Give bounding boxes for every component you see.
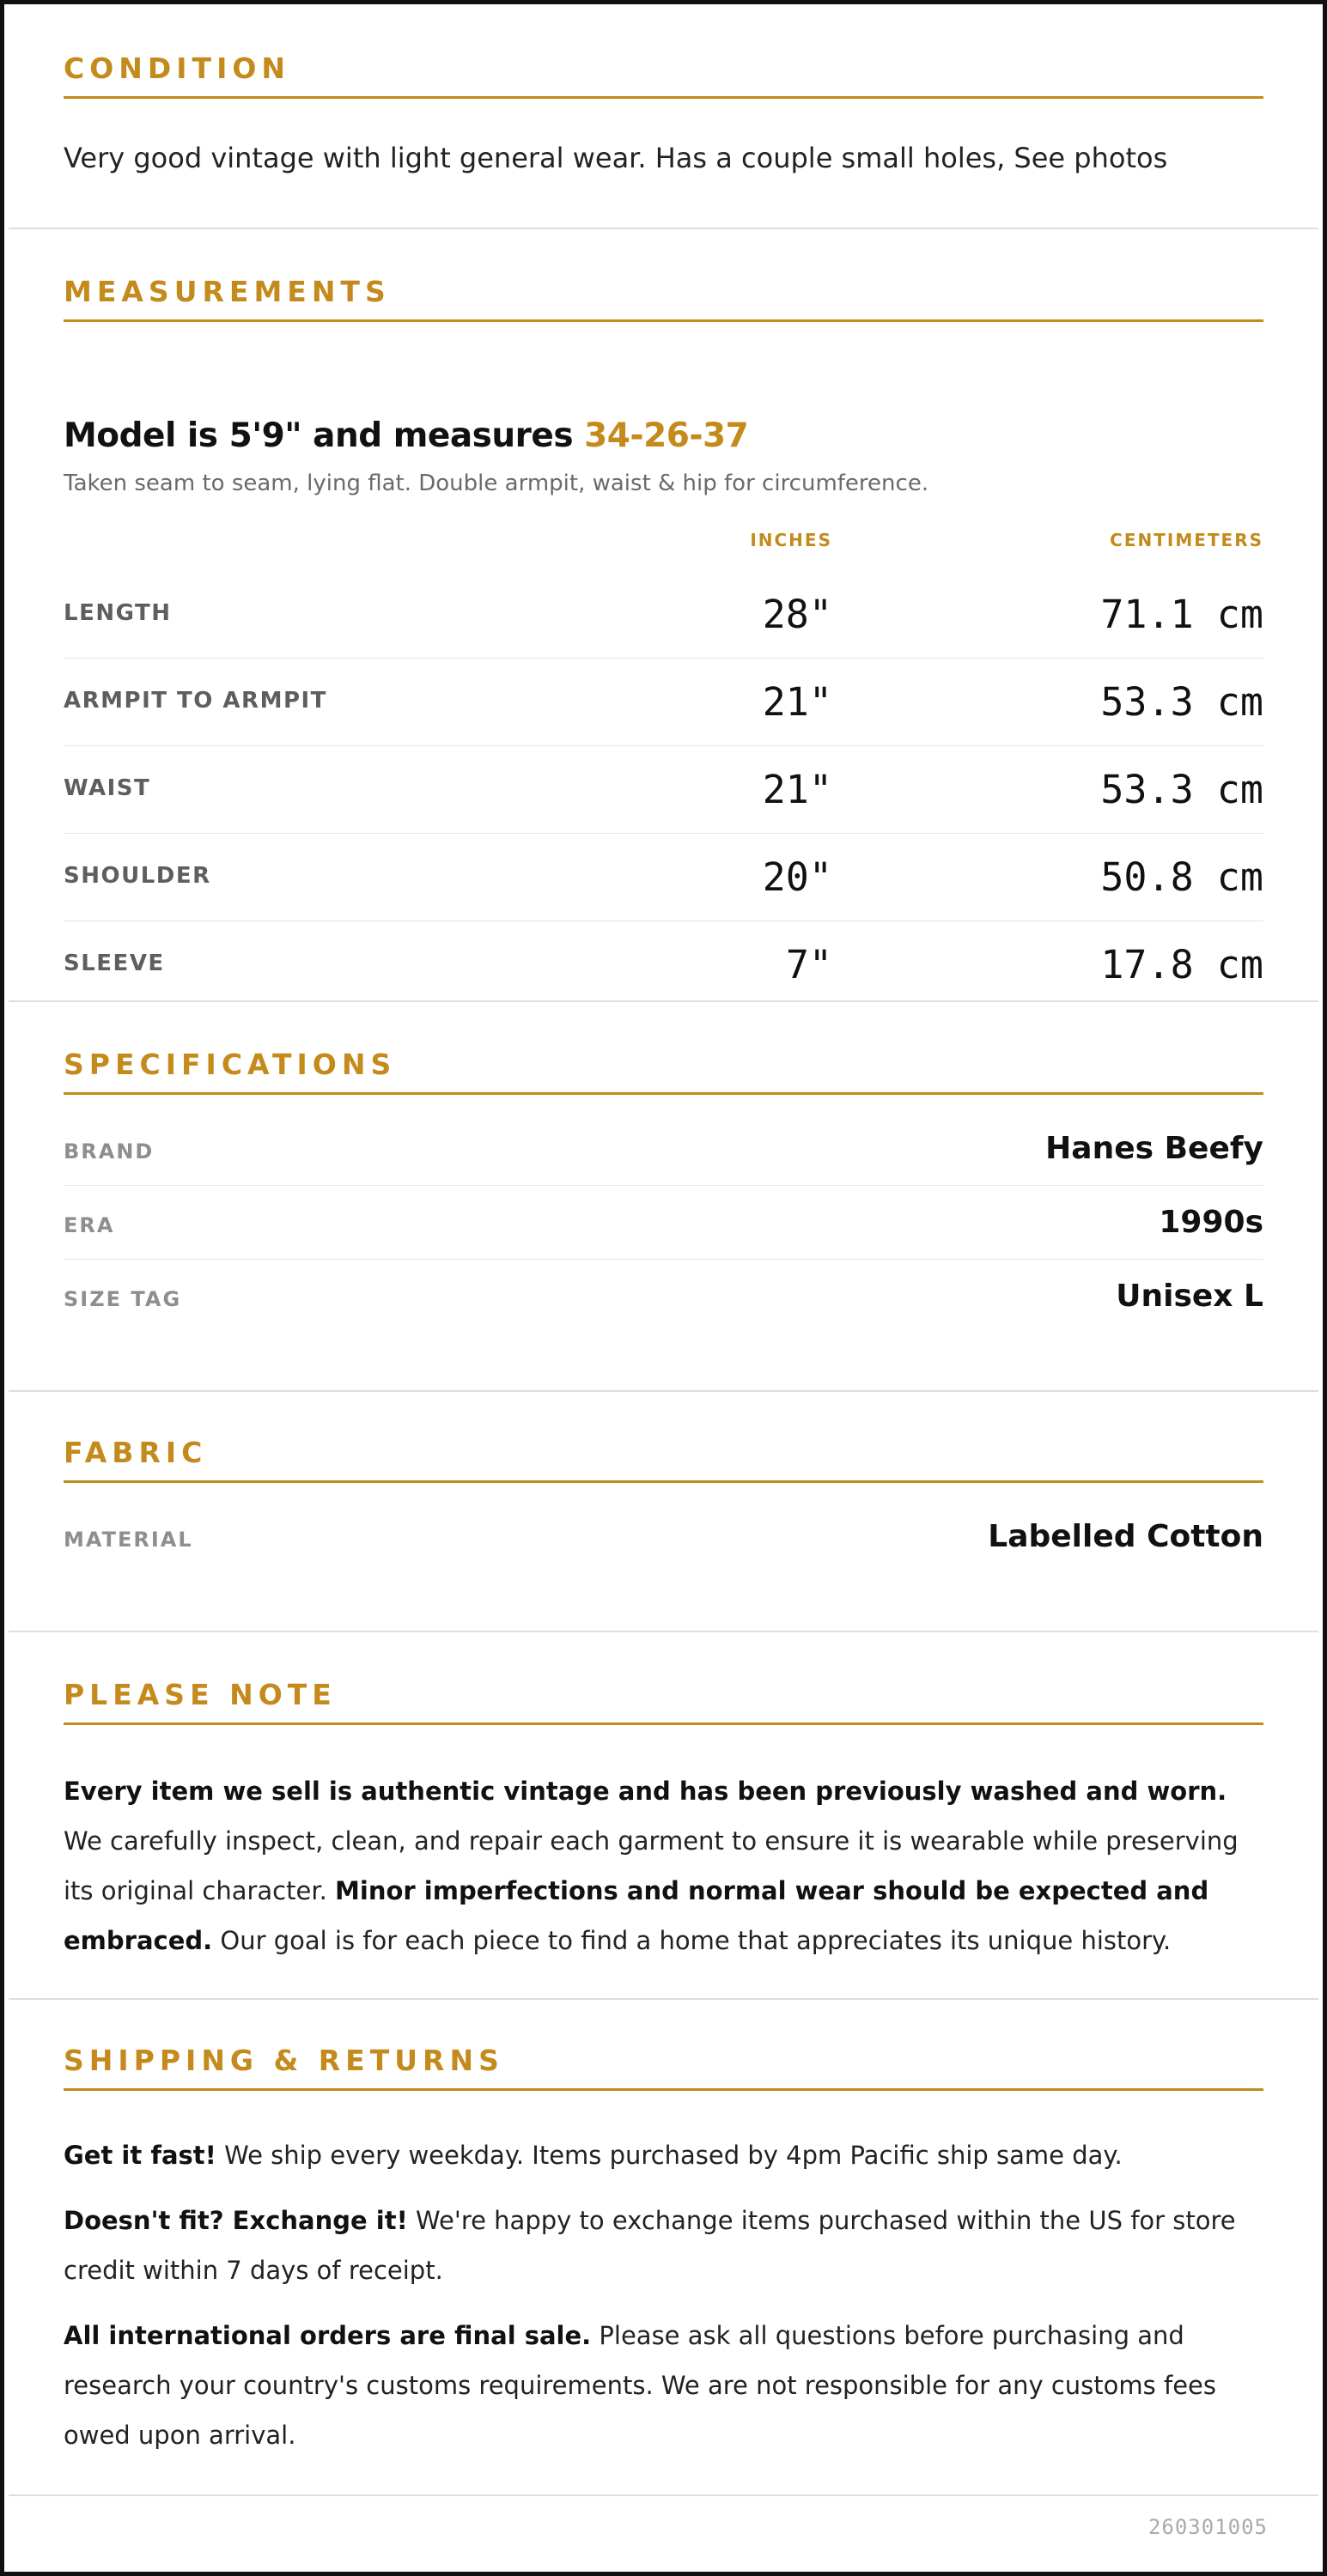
measurement-cm: 53.3 cm xyxy=(1100,679,1263,725)
measurement-row-waist xyxy=(64,746,1263,834)
model-measurements: Model is 5'9" and measures 34-26-37 xyxy=(64,416,749,455)
spec-value: Hanes Beefy xyxy=(1045,1131,1263,1166)
fabric-heading: FABRIC xyxy=(64,1440,1263,1483)
fabric-value: Labelled Cotton xyxy=(988,1519,1263,1554)
spec-row-era xyxy=(64,1186,1263,1260)
measurement-inches: 20" xyxy=(762,854,832,900)
condition-text: Very good vintage with light general wear. Has a couple small holes, See photos xyxy=(64,142,1168,174)
spec-label: BRAND xyxy=(64,1139,155,1163)
measurement-cm: 71.1 cm xyxy=(1100,592,1263,637)
measurement-row-length xyxy=(64,571,1263,659)
fabric-row-material xyxy=(64,1500,1263,1574)
measurement-method-note: Taken seam to seam, lying flat. Double armpit, waist & hip for circumference. xyxy=(64,471,929,496)
measurement-inches: 7" xyxy=(785,942,832,987)
spec-label: SIZE TAG xyxy=(64,1287,182,1311)
measurement-cm: 53.3 cm xyxy=(1100,767,1263,812)
measurement-cm: 17.8 cm xyxy=(1100,942,1263,987)
fabric-section xyxy=(9,1392,1318,1632)
model-measurements-accent: 34-26-37 xyxy=(584,416,749,455)
measurement-row-armpit xyxy=(64,659,1263,746)
item-id: 260301005 xyxy=(1147,2515,1268,2539)
shipping-paragraph-2: Doesn't fit? Exchange it! We're happy to exchange items purchased within the US for store credit within 7 days of receipt. xyxy=(64,2206,1236,2285)
spec-row-brand xyxy=(64,1112,1263,1186)
specifications-heading: SPECIFICATIONS xyxy=(64,1052,1263,1095)
measurements-heading: MEASUREMENTS xyxy=(64,279,1263,322)
please-note-bold-2: Minor imperfections and normal wear should be expected and embraced. xyxy=(64,1876,1209,1955)
spec-row-size-tag xyxy=(64,1260,1263,1334)
measurement-inches: 21" xyxy=(762,679,832,725)
measurement-label: SHOULDER xyxy=(64,863,211,889)
measurement-cm: 50.8 cm xyxy=(1100,854,1263,900)
spec-value: Unisex L xyxy=(1116,1279,1263,1314)
specifications-section xyxy=(9,1002,1318,1392)
measurement-row-sleeve xyxy=(64,921,1263,1009)
measurement-row-shoulder xyxy=(64,834,1263,921)
shipping-section xyxy=(9,2000,1318,2496)
condition-section xyxy=(9,4,1318,229)
fabric-label: MATERIAL xyxy=(64,1528,193,1552)
spec-value: 1990s xyxy=(1159,1205,1263,1240)
shipping-paragraph-1: Get it fast! We ship every weekday. Items purchased by 4pm Pacific ship same day. xyxy=(64,2141,1123,2170)
measurement-label: SLEEVE xyxy=(64,951,165,976)
inches-column-header: INCHES xyxy=(750,530,832,550)
measurement-inches: 21" xyxy=(762,767,832,812)
shipping-heading: SHIPPING & RETURNS xyxy=(64,2048,1263,2091)
shipping-paragraph-3: All international orders are final sale. Please ask all questions before purchasing and research your country's customs requirements. We are not responsible for any customs fees owed upon arrival. xyxy=(64,2321,1216,2450)
please-note-bold-1: Every item we sell is authentic vintage and has been previously washed and worn. xyxy=(64,1777,1227,1806)
measurement-label: LENGTH xyxy=(64,600,172,626)
measurement-label: WAIST xyxy=(64,775,151,801)
measurement-label: ARMPIT TO ARMPIT xyxy=(64,688,327,714)
measurement-inches: 28" xyxy=(762,592,832,637)
measurements-section xyxy=(9,229,1318,1002)
please-note-heading: PLEASE NOTE xyxy=(64,1682,1263,1725)
condition-heading: CONDITION xyxy=(64,56,1263,99)
spec-label: ERA xyxy=(64,1213,115,1237)
please-note-text: Every item we sell is authentic vintage and has been previously washed and worn. We carefully inspect, clean, and repair each garment to ensure it is wearable while preserving its original character. Minor imperfections and normal wear should be expected and embraced. Our goal is for each piece to find a home that appreciates its unique history. xyxy=(64,1777,1239,1955)
please-note-section xyxy=(9,1632,1318,2000)
centimeters-column-header: CENTIMETERS xyxy=(1110,530,1263,550)
